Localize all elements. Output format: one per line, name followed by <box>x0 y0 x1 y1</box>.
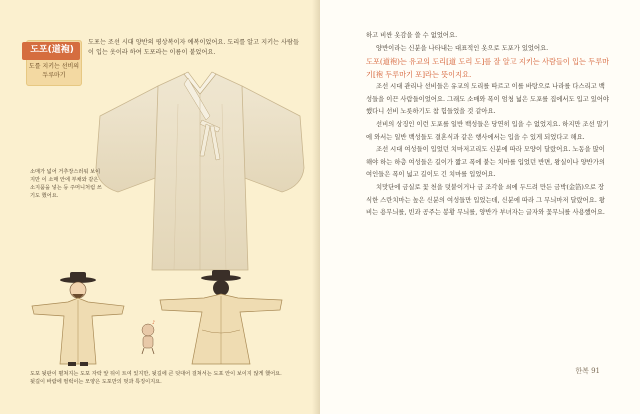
scholar-front-illustration <box>28 272 128 368</box>
paragraph-7: 치맛단에 금실로 꽃 천을 덧붙이거나 금 조각을 쇠에 두드려 만든 금박(金箔)으로 장식한 스란치마는 높은 신분의 여성들만 입었는데, 신분에 따라 그 무늬마저 달랐어요. 왕비는 용무늬를, 빈과 공주는 봉황 무늬를, 양반가 부녀자는 글자와 꽃무늬를 사용했어요. <box>366 183 605 217</box>
paragraph-1: 하고 비싼 옷감을 쓸 수 없었어요. <box>366 32 458 39</box>
bottom-caption: 도포 뒷판이 펼쳐지는 도포 자락 앞 뒤이 트여 있지만, 뒷길에 큰 덧대어 걸쳐서는 도포 안이 보이지 않게 했어요. 뒷길이 바람에 펄럭이는 모양은 도포만의 멋과 특징이지요. <box>30 371 282 385</box>
paragraph-5: 선비의 상징인 이런 도포를 일반 백성들은 당연히 입을 수 없었지요. 하지만 조선 말기에 와서는 일반 백성들도 결혼식과 같은 행사에서는 입을 수 있게 되었다고 해요. <box>366 120 609 141</box>
paragraph-4: 조선 시대 관리나 선비들은 유교의 도리를 따르고 이를 바탕으로 나라를 다스리고 백성들을 이끈 사람들이었어요. 그래도 소매와 폭이 엄청 넓은 도포를 집에서도 입고 있어야 했다니 선비 노릇하기도 참 힘들었을 것 같아요. <box>366 83 609 116</box>
term-label-subtitle: 도를 지키는 선비의 두루마기 <box>28 63 80 79</box>
sleeve-caption: 소매가 넓어 거추장스러워 보이지만 이 소매 안에 부채와 같은 소지품을 넣는 등 주머니처럼 쓰기도 했어요. <box>30 169 102 199</box>
dopo-robe-illustration <box>88 64 312 278</box>
paragraph-highlight: 도포(道袍)는 유교의 도리[道 도리 도]를 잘 알고 지키는 사람들이 입는 두루마기[袍 두루마기 포]라는 뜻이지요. <box>366 57 610 80</box>
page-number: 한복 91 <box>575 367 600 375</box>
paragraph-6: 조선 시대 여성들이 입었던 치마저고리도 신분에 따라 모양이 달랐어요. 노동을 많이 해야 하는 하층 여성들은 길이가 짧고 폭에 붙는 치마를 입었던 반면, 왕실이나 양반가의 여인들은 폭이 넓고 길이도 긴 치마를 입었어요. <box>366 146 605 179</box>
scholar-back-illustration <box>156 270 286 368</box>
intro-text: 도포는 조선 시대 양반의 평상복이자 예복이었어요. 도리를 알고 지키는 사람들이 입는 옷이라 하여 도포라는 이름이 붙었어요. <box>88 39 299 56</box>
paragraph-2: 양반이라는 신분을 나타내는 대표적인 옷으로 도포가 있었어요. <box>376 44 549 52</box>
main-body-text <box>366 30 610 220</box>
term-label-title: 도포(道袍) <box>30 45 74 55</box>
svg-text:♪: ♪ <box>152 320 156 326</box>
